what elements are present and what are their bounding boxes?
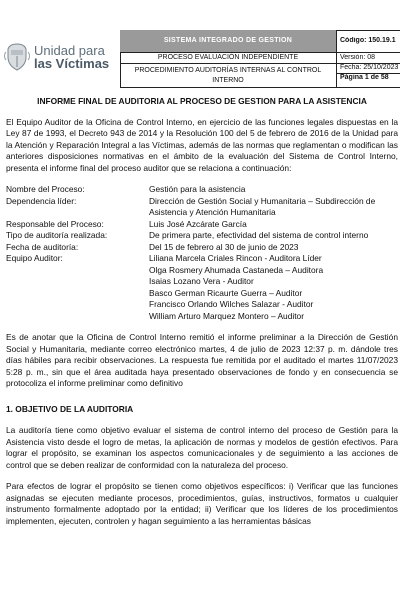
- intro-paragraph: El Equipo Auditor de la Oficina de Control Interno, en ejercicio de las funciones legales dispuestas en la Ley 87 de 1993, el Decreto 943 de 2014 y la Resolución 100 del 5 de febrero de 2016 de la Unidad para la Atención y Reparación Integral a las Víctimas, además de las normas que reglamentan o modifican las anteriores disposiciones normativas en el ámbito de la evaluación del Sistema de Control Interno, presenta el informe final del proceso auditor que se relaciona a continuación:: [6, 116, 398, 173]
- auditor-name: Francisco Orlando Wilches Salazar - Auditor: [149, 299, 314, 309]
- detail-label: Equipo Auditor:: [6, 253, 63, 263]
- header-bottom-border: [120, 87, 400, 88]
- detail-row: [6, 253, 398, 265]
- detail-label: Responsable del Proceso:: [6, 218, 104, 229]
- detail-row: [6, 276, 398, 288]
- coat-of-arms-icon: [4, 42, 30, 72]
- detail-row: [6, 299, 398, 311]
- detail-row: [6, 311, 398, 323]
- document-header: [0, 30, 400, 88]
- detail-row: [6, 184, 398, 196]
- detail-row: [6, 196, 398, 219]
- process-name: PROCESO EVALUACIÓN INDEPENDIENTE: [120, 52, 336, 63]
- logo: [0, 30, 120, 88]
- detail-row: [6, 288, 398, 300]
- detail-label: [6, 265, 149, 277]
- detail-row: [6, 230, 398, 242]
- auditor-name: Basco German Ricaurte Guerra – Auditor: [149, 287, 303, 298]
- document-code: Código: 150.19.1: [340, 37, 396, 44]
- auditor-name: Isaias Lozano Vera - Auditor: [149, 276, 254, 286]
- header-metadata: [336, 30, 400, 88]
- auditor-name: William Arturo Marquez Montero – Auditor: [149, 310, 304, 321]
- system-title: SISTEMA INTEGRADO DE GESTION: [120, 30, 336, 52]
- detail-value: Luis José Azcárate García: [149, 218, 247, 229]
- detail-label: Fecha de auditoría:: [6, 241, 79, 252]
- procedure-name: PROCEDIMIENTO AUDITORÍAS INTERNAS AL CONTROL INTERNO: [120, 63, 336, 88]
- detail-value: De primera parte, efectividad del sistema de control interno: [149, 230, 369, 240]
- header-middle: [120, 30, 336, 88]
- specific-objectives-paragraph: Para efectos de lograr el propósito se tienen como objetivos específicos: i) Verificar que las funciones asignadas se ejecuten mediante procesos, procedimientos, guías, instructivos, formatos u cualquier instrumento formalmente adoptado por la entidad; ii) Verificar que los líderes de los procedimientos implementen, ejecuten, controlen y hagan seguimiento a las herramientas básicas: [6, 481, 398, 526]
- meta-divider: [336, 52, 400, 53]
- page-number: Página 1 de 58: [340, 74, 389, 81]
- detail-label: Dependencia líder:: [6, 195, 77, 206]
- detail-value: Del 15 de febrero al 30 de junio de 2023: [149, 241, 299, 252]
- detail-row: [6, 242, 398, 254]
- document-version: Versión: 08: [340, 54, 376, 61]
- detail-label: Nombre del Proceso:: [6, 184, 85, 194]
- auditor-name: Liliana Marcela Criales Rincon - Auditora Líder: [149, 253, 322, 263]
- detail-label: [6, 299, 149, 311]
- section-heading: 1. OBJETIVO DE LA AUDITORIA: [6, 403, 134, 414]
- detail-row: [6, 219, 398, 231]
- detail-label: [6, 311, 149, 323]
- logo-line-1: Unidad para: [34, 43, 105, 58]
- report-title: INFORME FINAL DE AUDITORIA AL PROCESO DE GESTION PARA LA ASISTENCIA: [37, 96, 367, 106]
- note-paragraph: Es de anotar que la Oficina de Control Interno remitió el informe preliminar a la Dirección de Gestión Social y Humanitaria, mediante correo electrónico martes, 4 de julio de 2023 12:37 p. m. dándole tres días hábiles para recibir observaciones. La respuesta fue remitida por el auditado el martes 11/07/2023 5:28 p. m., sin que el área auditada haya presentado observaciones de fondo y en consecuencia se protocoliza el informe preliminar como definitivo: [6, 332, 398, 388]
- detail-value: Dirección de Gestión Social y Humanitaria – Subdirección de Asistencia y Atención Humanitaria: [149, 195, 376, 217]
- detail-label: Tipo de auditoría realizada:: [6, 230, 108, 240]
- document-body: [6, 96, 398, 537]
- objective-paragraph: La auditoría tiene como objetivo evaluar el sistema de control interno del proceso de Gestión para la Asistencia visto desde el logro de metas, la aplicación de normas y modelos de gestión efectivos. Para lograr el propósito, se examinan los aspectos comunicacionales y de seguimiento a las acciones de control que se deben realizar de conformidad con la naturaleza del proceso.: [6, 425, 398, 470]
- logo-line-2: las Víctimas: [34, 56, 110, 71]
- document-date: Fecha: 25/10/2023: [340, 64, 399, 71]
- audit-details: [6, 184, 398, 322]
- detail-value: Gestión para la asistencia: [149, 184, 246, 194]
- detail-label: [6, 288, 149, 300]
- logo-text: [34, 44, 109, 70]
- detail-label: [6, 276, 149, 288]
- detail-row: [6, 265, 398, 277]
- auditor-name: Olga Rosmery Ahumada Castaneda – Auditora: [149, 264, 324, 275]
